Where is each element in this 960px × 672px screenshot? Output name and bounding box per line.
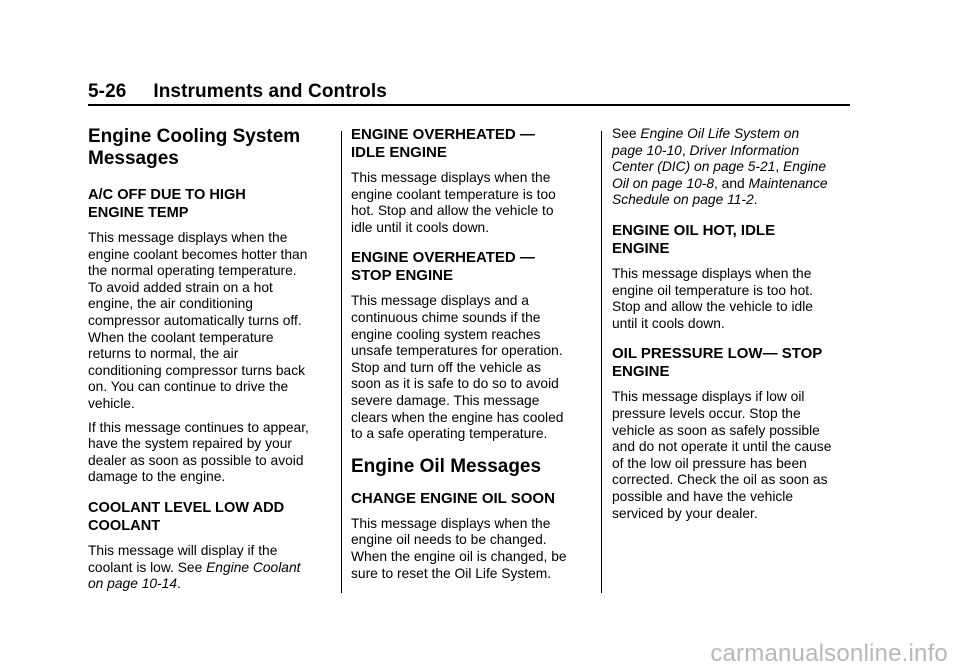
text-line: When the coolant temperature <box>88 329 274 345</box>
cross-reference: Engine <box>783 159 826 175</box>
text-line: conditioning compressor turns back <box>88 362 306 378</box>
paragraph-coolant-low <box>88 543 332 593</box>
text-line: soon as it is safe to do so to avoid <box>351 376 559 392</box>
text-line: To avoid added strain on a hot <box>88 279 273 295</box>
text-line: idle until it cools down. <box>351 219 490 235</box>
text-line: When the engine oil is changed, be <box>351 548 567 564</box>
text-line: on. You can continue to drive the <box>88 379 289 395</box>
watermark: carmanualsonline.info <box>710 640 948 667</box>
paragraph-see-also <box>612 126 852 209</box>
text-line: engine oil temperature is too hot. <box>612 282 813 298</box>
text-line: This message displays when the <box>351 170 551 185</box>
text-line: continuous chime sounds if the <box>351 309 541 325</box>
subheading-line: COOLANT LEVEL LOW ADD <box>88 499 285 516</box>
text-line: Stop and allow the vehicle to idle <box>612 299 813 315</box>
text-line: This message displays and a <box>351 293 529 309</box>
subheading-line: ENGINE TEMP <box>88 205 189 221</box>
text-line: engine oil needs to be changed. <box>351 532 547 548</box>
cross-reference: Engine Coolant <box>206 559 301 575</box>
subheading-line: OIL PRESSURE LOW— STOP <box>612 345 823 363</box>
subheading-overheated-idle <box>351 126 591 162</box>
cross-reference: Engine Oil Life System on <box>640 126 800 141</box>
text-line: coolant is low. See <box>88 559 207 575</box>
cross-reference: on page 10-14 <box>88 576 177 592</box>
text-line: unsafe temperatures for operation. <box>351 343 563 359</box>
text-line: , <box>775 159 784 175</box>
paragraph-ac-off <box>88 230 332 413</box>
text-line: to a safe operating temperature. <box>351 426 548 442</box>
cross-reference: Maintenance <box>748 175 828 191</box>
text-line: , and <box>714 175 749 191</box>
text-line: the normal operating temperature. <box>88 263 297 279</box>
column-divider-2 <box>601 131 602 593</box>
text-line: returns to normal, the air <box>88 346 239 362</box>
paragraph-overheated-idle <box>351 170 591 236</box>
subheading-ac-off <box>88 186 332 222</box>
text-line: engine cooling system reaches <box>351 326 541 342</box>
section-title-engine-cooling <box>88 126 332 170</box>
subheading-oil-pressure <box>612 345 852 381</box>
text-line: dealer as soon as possible to avoid <box>88 452 304 468</box>
text-line: This message displays when the <box>612 265 812 281</box>
subheading-line: ENGINE <box>612 363 670 381</box>
text-line: vehicle as soon as safely possible <box>612 422 820 438</box>
text-line: . <box>753 192 758 208</box>
cross-reference: Driver Information <box>689 142 800 158</box>
subheading-line: ENGINE OVERHEATED — <box>351 249 535 267</box>
section-title-engine-oil: Engine Oil Messages <box>351 455 542 477</box>
paragraph-oil-pressure <box>612 389 852 522</box>
page-title: 5-26 Instruments and Controls <box>88 81 387 102</box>
paragraph-overheated-stop <box>351 293 591 442</box>
cross-reference: Center (DIC) on page 5-21 <box>612 159 776 175</box>
subheading-line: STOP ENGINE <box>351 267 453 285</box>
text-line: severe damage. This message <box>351 392 540 408</box>
text-line: See <box>612 126 641 141</box>
text-line: compressor automatically turns off. <box>88 312 302 328</box>
text-line: This message displays when the <box>351 515 551 531</box>
subheading-oil-hot <box>612 222 852 258</box>
subheading-overheated-stop <box>351 249 591 285</box>
column-divider-1 <box>341 131 342 593</box>
paragraph-change-oil <box>351 516 591 582</box>
cross-reference: Schedule on page 11-2 <box>612 192 754 208</box>
column-2 <box>351 126 591 589</box>
paragraph-oil-hot <box>612 266 852 332</box>
text-line: until it cools down. <box>612 315 725 331</box>
text-line: engine coolant becomes hotter than <box>88 246 308 262</box>
text-line: clears when the engine has cooled <box>351 409 564 425</box>
section-title-line: Messages <box>88 148 179 169</box>
cross-reference: Oil on page 10-8 <box>612 175 715 191</box>
text-line: pressure levels occur. Stop the <box>612 405 801 421</box>
subheading-line: ENGINE OIL HOT, IDLE <box>612 221 776 239</box>
text-line: engine coolant temperature is too <box>351 186 556 202</box>
subheading-line: ENGINE <box>612 239 670 257</box>
text-line: corrected. Check the oil as soon as <box>612 472 828 488</box>
subheading-line: ENGINE OVERHEATED — <box>351 126 535 143</box>
column-3 <box>612 126 852 529</box>
cross-reference: page 10-10 <box>612 142 682 158</box>
section-title-line: Engine Cooling System <box>88 126 301 147</box>
text-line: serviced by your dealer. <box>612 505 758 521</box>
text-line: engine, the air conditioning <box>88 296 253 312</box>
text-line: of the low oil pressure has been <box>612 455 807 471</box>
text-line: , <box>681 142 690 158</box>
text-line: This message displays if low oil <box>612 389 805 405</box>
text-line: . <box>177 576 181 592</box>
paragraph-repair <box>88 420 332 486</box>
page-header <box>88 80 850 104</box>
text-line: and do not operate it until the cause <box>612 439 832 455</box>
text-line: have the system repaired by your <box>88 436 292 452</box>
text-line: possible and have the vehicle <box>612 488 794 504</box>
text-line: This message will display if the <box>88 542 278 558</box>
text-line: If this message continues to appear, <box>88 419 309 435</box>
text-line: hot. Stop and allow the vehicle to <box>351 203 554 219</box>
subheading-line: A/C OFF DUE TO HIGH <box>88 187 246 203</box>
subheading-coolant-low <box>88 499 332 535</box>
header-rule <box>88 104 850 106</box>
text-line: sure to reset the Oil Life System. <box>351 565 552 581</box>
text-line: Stop and turn off the vehicle as <box>351 359 541 375</box>
subheading-line: COOLANT <box>88 517 161 534</box>
subheading-change-oil: CHANGE ENGINE OIL SOON <box>351 489 555 507</box>
text-line: vehicle. <box>88 395 135 411</box>
column-1 <box>88 126 332 600</box>
text-line: This message displays when the <box>88 230 288 245</box>
subheading-line: IDLE ENGINE <box>351 144 447 161</box>
text-line: damage to the engine. <box>88 469 226 485</box>
